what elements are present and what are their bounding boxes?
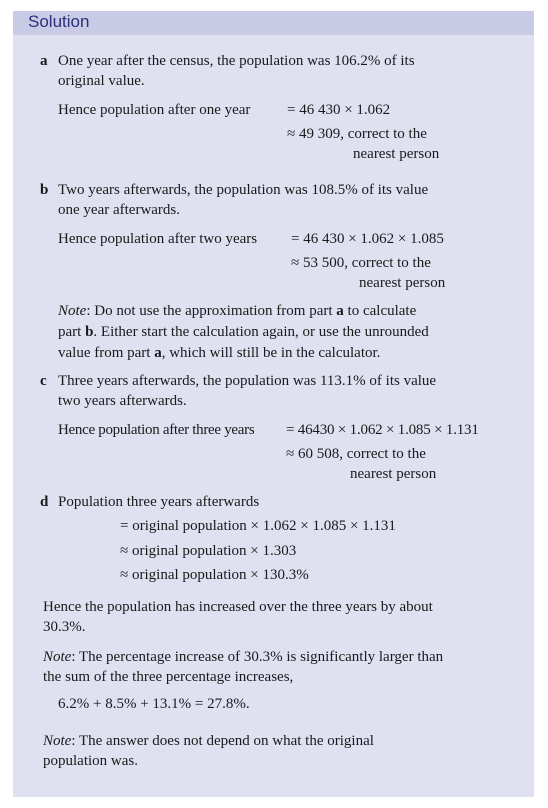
note3-line1: Note: The answer does not depend on what the original bbox=[43, 733, 374, 749]
part-a-calc-right: = 46 430 × 1.062 bbox=[287, 102, 391, 118]
part-a-calc-left: Hence population after one year bbox=[58, 102, 251, 118]
part-c-calc-left: Hence population after three years bbox=[58, 422, 255, 438]
solution-box bbox=[13, 11, 534, 797]
part-a-approx: ≈ 49 309, correct to the bbox=[287, 126, 427, 142]
note3-line2: population was. bbox=[43, 753, 138, 769]
part-a-label: a bbox=[40, 53, 48, 69]
part-b-calc-left: Hence population after two years bbox=[58, 231, 258, 247]
solution-title: Solution bbox=[28, 12, 90, 31]
part-c-line1: Three years afterwards, the population was 113.1% of its value bbox=[58, 373, 437, 389]
part-b-line2: one year afterwards. bbox=[58, 202, 181, 218]
part-c-line2: two years afterwards. bbox=[58, 393, 187, 409]
part-d-label: d bbox=[40, 494, 49, 510]
part-d-eq1: = original population × 1.062 × 1.085 × 1.131 bbox=[120, 518, 396, 534]
part-b-note-line2: part b. Either start the calculation again, or use the unrounded bbox=[58, 324, 429, 340]
note2-line1: Note: The percentage increase of 30.3% is significantly larger than bbox=[43, 649, 444, 665]
part-a-approx-cont: nearest person bbox=[353, 146, 440, 162]
part-b-line1: Two years afterwards, the population was 108.5% of its value bbox=[58, 182, 429, 198]
part-c-approx: ≈ 60 508, correct to the bbox=[286, 446, 426, 462]
part-b-calc-right: = 46 430 × 1.062 × 1.085 bbox=[291, 231, 444, 247]
part-b-note-line1: Note: Do not use the approximation from part a to calculate bbox=[58, 303, 417, 319]
part-b-approx-cont: nearest person bbox=[359, 275, 446, 291]
part-a-line2: original value. bbox=[58, 73, 145, 89]
part-d-eq3: ≈ original population × 130.3% bbox=[120, 567, 309, 583]
part-b-note-line3: value from part a, which will still be in the calculator. bbox=[58, 345, 381, 361]
part-d-eq2: ≈ original population × 1.303 bbox=[120, 543, 297, 559]
part-a-line1: One year after the census, the population was 106.2% of its bbox=[58, 53, 415, 69]
part-c-approx-cont: nearest person bbox=[350, 466, 437, 482]
conclusion-line1: Hence the population has increased over the three years by about bbox=[43, 599, 433, 615]
conclusion-line2: 30.3%. bbox=[43, 619, 86, 635]
part-d-line1: Population three years afterwards bbox=[58, 494, 260, 510]
note2-sum: 6.2% + 8.5% + 13.1% = 27.8%. bbox=[58, 696, 250, 712]
solution-header bbox=[13, 11, 534, 35]
part-c-label: c bbox=[40, 373, 47, 389]
note2-line2: the sum of the three percentage increases, bbox=[43, 669, 294, 685]
part-b-label: b bbox=[40, 182, 49, 198]
part-b-approx: ≈ 53 500, correct to the bbox=[291, 255, 431, 271]
part-c-calc-right: = 46430 × 1.062 × 1.085 × 1.131 bbox=[286, 422, 479, 438]
